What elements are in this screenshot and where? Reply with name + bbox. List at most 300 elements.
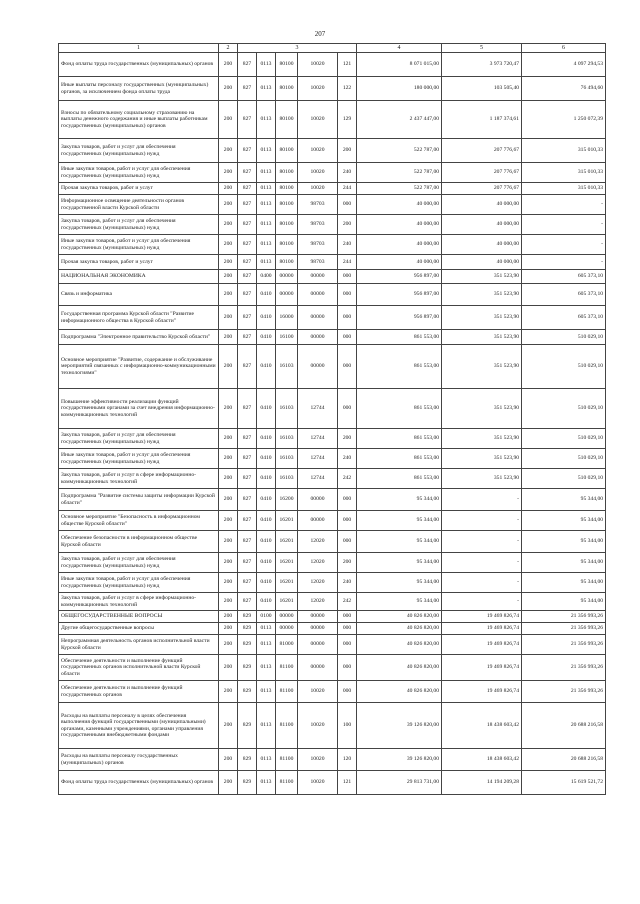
remaining-amount: - xyxy=(522,215,606,235)
section-code: 0410 xyxy=(257,330,276,345)
executed-amount: 1 187 374,61 xyxy=(442,101,522,139)
section-code: 0113 xyxy=(257,681,276,703)
ministry-code: 829 xyxy=(238,703,257,749)
planned-amount: 40 826 820,00 xyxy=(357,635,442,655)
section-code: 0113 xyxy=(257,771,276,795)
expense-type-code: 240 xyxy=(338,163,357,183)
col-2-code: 200 xyxy=(219,531,238,553)
table-row xyxy=(59,655,606,681)
planned-amount: 95 344,00 xyxy=(357,511,442,531)
table-row xyxy=(59,681,606,703)
table-row xyxy=(59,53,606,77)
table-row xyxy=(59,703,606,749)
col-2-code: 200 xyxy=(219,635,238,655)
row-name: Непрограммная деятельность органов исполнительной власти Курской области xyxy=(59,635,219,655)
expense-type-code: 000 xyxy=(338,330,357,345)
col-2-code: 200 xyxy=(219,77,238,101)
planned-amount: 40 000,00 xyxy=(357,195,442,215)
expense-type-code: 244 xyxy=(338,255,357,270)
ministry-code: 827 xyxy=(238,255,257,270)
expense-type-code: 240 xyxy=(338,235,357,255)
table-row xyxy=(59,469,606,489)
table-row xyxy=(59,330,606,345)
expense-type-code: 240 xyxy=(338,449,357,469)
program-code: 80100 xyxy=(276,215,298,235)
remaining-amount: 20 688 216,58 xyxy=(522,749,606,771)
planned-amount: 39 126 820,00 xyxy=(357,749,442,771)
col-2-code: 200 xyxy=(219,284,238,306)
expense-type-code: 121 xyxy=(338,53,357,77)
section-code: 0113 xyxy=(257,163,276,183)
expense-type-code: 122 xyxy=(338,77,357,101)
expense-type-code: 120 xyxy=(338,749,357,771)
section-code: 0113 xyxy=(257,235,276,255)
table-row xyxy=(59,771,606,795)
col-2-code: 200 xyxy=(219,306,238,330)
col-2-code: 200 xyxy=(219,611,238,623)
expense-type-code: 000 xyxy=(338,531,357,553)
section-code: 0410 xyxy=(257,389,276,429)
program-code: 80100 xyxy=(276,77,298,101)
ministry-code: 829 xyxy=(238,749,257,771)
target-code: 12020 xyxy=(298,531,338,553)
page-number: 207 xyxy=(314,30,326,38)
section-code: 0400 xyxy=(257,270,276,284)
table-row xyxy=(59,531,606,553)
table-row xyxy=(59,635,606,655)
table-row xyxy=(59,255,606,270)
table-row xyxy=(59,553,606,573)
expense-type-code: 000 xyxy=(338,284,357,306)
ministry-code: 827 xyxy=(238,593,257,611)
target-code: 10020 xyxy=(298,703,338,749)
row-name: Информационное освещение деятельности органов государственной власти Курской области xyxy=(59,195,219,215)
row-name: Закупка товаров, работ и услуг для обеспечения государственных (муниципальных) нужд xyxy=(59,215,219,235)
program-code: 81100 xyxy=(276,655,298,681)
row-name: Основное мероприятие "Безопасность в информационном обществе Курской области" xyxy=(59,511,219,531)
row-name: Прочая закупка товаров, работ и услуг xyxy=(59,183,219,195)
program-code: 81100 xyxy=(276,681,298,703)
remaining-amount: 15 619 521,72 xyxy=(522,771,606,795)
section-code: 0410 xyxy=(257,553,276,573)
planned-amount: 29 813 731,00 xyxy=(357,771,442,795)
target-code: 10020 xyxy=(298,771,338,795)
program-code: 16201 xyxy=(276,553,298,573)
ministry-code: 827 xyxy=(238,235,257,255)
program-code: 81100 xyxy=(276,749,298,771)
remaining-amount: 4 097 294,53 xyxy=(522,53,606,77)
row-name: Фонд оплаты труда государственных (муниципальных) органов xyxy=(59,771,219,795)
target-code: 98703 xyxy=(298,195,338,215)
planned-amount: 861 553,00 xyxy=(357,469,442,489)
remaining-amount: 510 029,10 xyxy=(522,469,606,489)
ministry-code: 827 xyxy=(238,469,257,489)
program-code: 80100 xyxy=(276,235,298,255)
expense-type-code: 000 xyxy=(338,623,357,635)
table-row xyxy=(59,235,606,255)
section-code: 0113 xyxy=(257,655,276,681)
section-code: 0410 xyxy=(257,573,276,593)
expense-type-code: 000 xyxy=(338,511,357,531)
row-name: ОБЩЕГОСУДАРСТВЕННЫЕ ВОПРОСЫ xyxy=(59,611,219,623)
row-name: Основное мероприятие "Развитие, содержание и обслуживание мероприятий связанных с информационно-коммуникационными технологиями" xyxy=(59,345,219,389)
executed-amount: 19 469 826,74 xyxy=(442,635,522,655)
ministry-code: 829 xyxy=(238,611,257,623)
remaining-amount: 21 356 993,26 xyxy=(522,655,606,681)
row-name: Закупка товаров, работ и услуг для обеспечения государственных (муниципальных) нужд xyxy=(59,553,219,573)
expense-type-code: 200 xyxy=(338,139,357,163)
col-2-code: 200 xyxy=(219,449,238,469)
section-code: 0113 xyxy=(257,101,276,139)
section-code: 0113 xyxy=(257,53,276,77)
expense-type-code: 244 xyxy=(338,183,357,195)
table-row xyxy=(59,195,606,215)
program-code: 81000 xyxy=(276,635,298,655)
row-name: Обеспечение деятельности и выполнение функций государственных органов исполнительной власти Курской области xyxy=(59,655,219,681)
row-name: Связь и информатика xyxy=(59,284,219,306)
section-code: 0113 xyxy=(257,183,276,195)
planned-amount: 180 000,00 xyxy=(357,77,442,101)
planned-amount: 956 897,00 xyxy=(357,306,442,330)
planned-amount: 861 553,00 xyxy=(357,389,442,429)
row-name: Обеспечение безопасности в информационном обществе Курской области xyxy=(59,531,219,553)
ministry-code: 827 xyxy=(238,389,257,429)
program-code: 16103 xyxy=(276,429,298,449)
ministry-code: 829 xyxy=(238,655,257,681)
section-code: 0410 xyxy=(257,284,276,306)
remaining-amount: 510 029,10 xyxy=(522,449,606,469)
col-2-code: 200 xyxy=(219,163,238,183)
executed-amount: - xyxy=(442,531,522,553)
program-code: 00000 xyxy=(276,623,298,635)
expense-type-code: 000 xyxy=(338,345,357,389)
target-code: 00000 xyxy=(298,330,338,345)
header-cell-4: 4 xyxy=(357,44,442,53)
row-name: Фонд оплаты труда государственных (муниципальных) органов xyxy=(59,53,219,77)
col-2-code: 200 xyxy=(219,215,238,235)
executed-amount: 3 973 720,47 xyxy=(442,53,522,77)
target-code: 00000 xyxy=(298,270,338,284)
planned-amount: 40 826 820,00 xyxy=(357,655,442,681)
section-code: 0410 xyxy=(257,306,276,330)
col-2-code: 200 xyxy=(219,655,238,681)
program-code: 16201 xyxy=(276,573,298,593)
planned-amount: 861 553,00 xyxy=(357,330,442,345)
ministry-code: 827 xyxy=(238,429,257,449)
expense-type-code: 121 xyxy=(338,771,357,795)
row-name: Подпрограмма "Развитие системы защиты информации Курской области" xyxy=(59,489,219,511)
ministry-code: 827 xyxy=(238,449,257,469)
col-2-code: 200 xyxy=(219,771,238,795)
expense-type-code: 000 xyxy=(338,635,357,655)
section-code: 0100 xyxy=(257,611,276,623)
program-code: 81100 xyxy=(276,771,298,795)
remaining-amount: 510 029,10 xyxy=(522,389,606,429)
executed-amount: 351 523,90 xyxy=(442,270,522,284)
row-name: Обеспечение деятельности и выполнение функций государственных органов xyxy=(59,681,219,703)
planned-amount: 956 897,00 xyxy=(357,270,442,284)
ministry-code: 827 xyxy=(238,573,257,593)
executed-amount: 207 776,67 xyxy=(442,139,522,163)
executed-amount: 351 523,90 xyxy=(442,306,522,330)
header-cell-6: 6 xyxy=(522,44,606,53)
target-code: 00000 xyxy=(298,345,338,389)
executed-amount: 351 523,90 xyxy=(442,389,522,429)
executed-amount: 207 776,67 xyxy=(442,163,522,183)
section-code: 0410 xyxy=(257,489,276,511)
planned-amount: 522 787,00 xyxy=(357,139,442,163)
row-name: Подпрограмма "Электронное правительство Курской области" xyxy=(59,330,219,345)
target-code: 12020 xyxy=(298,573,338,593)
target-code: 00000 xyxy=(298,611,338,623)
remaining-amount: - xyxy=(522,195,606,215)
section-code: 0113 xyxy=(257,635,276,655)
executed-amount: 19 469 826,74 xyxy=(442,681,522,703)
section-code: 0113 xyxy=(257,623,276,635)
remaining-amount: 510 029,10 xyxy=(522,330,606,345)
ministry-code: 827 xyxy=(238,553,257,573)
row-name: Закупка товаров, работ и услуг для обеспечения государственных (муниципальных) нужд xyxy=(59,429,219,449)
col-2-code: 200 xyxy=(219,330,238,345)
program-code: 80100 xyxy=(276,101,298,139)
target-code: 00000 xyxy=(298,284,338,306)
target-code: 98703 xyxy=(298,255,338,270)
row-name: Взносы по обязательному социальному страхованию на выплаты денежного содержания и иные выплаты работникам государственных (муниципальных) органов xyxy=(59,101,219,139)
table-row xyxy=(59,449,606,469)
ministry-code: 827 xyxy=(238,101,257,139)
row-name: Расходы на выплаты персоналу в целях обеспечения выполнения функций государственными (муниципальными) органами, казенными учреждениями, органами управления государственными внебюджетными фондами xyxy=(59,703,219,749)
target-code: 98703 xyxy=(298,215,338,235)
planned-amount: 95 344,00 xyxy=(357,553,442,573)
program-code: 16201 xyxy=(276,593,298,611)
row-name: НАЦИОНАЛЬНАЯ ЭКОНОМИКА xyxy=(59,270,219,284)
remaining-amount: 21 356 993,26 xyxy=(522,611,606,623)
remaining-amount: 95 344,00 xyxy=(522,573,606,593)
expense-type-code: 129 xyxy=(338,101,357,139)
col-2-code: 200 xyxy=(219,183,238,195)
planned-amount: 522 787,00 xyxy=(357,183,442,195)
remaining-amount: 95 344,00 xyxy=(522,511,606,531)
program-code: 16201 xyxy=(276,511,298,531)
planned-amount: 40 826 820,00 xyxy=(357,611,442,623)
col-2-code: 200 xyxy=(219,235,238,255)
col-2-code: 200 xyxy=(219,749,238,771)
remaining-amount: 95 344,00 xyxy=(522,489,606,511)
remaining-amount: 95 344,00 xyxy=(522,593,606,611)
program-code: 80100 xyxy=(276,53,298,77)
ministry-code: 827 xyxy=(238,53,257,77)
ministry-code: 827 xyxy=(238,489,257,511)
col-2-code: 200 xyxy=(219,623,238,635)
expense-type-code: 000 xyxy=(338,270,357,284)
table-row xyxy=(59,611,606,623)
ministry-code: 827 xyxy=(238,195,257,215)
executed-amount: - xyxy=(442,511,522,531)
expense-type-code: 200 xyxy=(338,215,357,235)
section-code: 0410 xyxy=(257,593,276,611)
target-code: 10020 xyxy=(298,183,338,195)
table-row xyxy=(59,306,606,330)
expense-type-code: 000 xyxy=(338,389,357,429)
executed-amount: 351 523,90 xyxy=(442,330,522,345)
col-2-code: 200 xyxy=(219,593,238,611)
table-row xyxy=(59,77,606,101)
target-code: 12744 xyxy=(298,469,338,489)
expense-type-code: 200 xyxy=(338,553,357,573)
table-row xyxy=(59,489,606,511)
expense-type-code: 000 xyxy=(338,681,357,703)
executed-amount: 40 000,00 xyxy=(442,235,522,255)
row-name: Другие общегосударственные вопросы xyxy=(59,623,219,635)
expense-type-code: 000 xyxy=(338,611,357,623)
section-code: 0410 xyxy=(257,449,276,469)
table-row xyxy=(59,215,606,235)
table-row xyxy=(59,183,606,195)
remaining-amount: 21 356 993,26 xyxy=(522,623,606,635)
program-code: 16103 xyxy=(276,389,298,429)
table-row xyxy=(59,284,606,306)
col-2-code: 200 xyxy=(219,489,238,511)
remaining-amount: 605 373,10 xyxy=(522,270,606,284)
planned-amount: 40 826 820,00 xyxy=(357,623,442,635)
table-row xyxy=(59,389,606,429)
table-row xyxy=(59,270,606,284)
program-code: 80100 xyxy=(276,195,298,215)
ministry-code: 829 xyxy=(238,681,257,703)
col-2-code: 200 xyxy=(219,573,238,593)
row-name: Закупка товаров, работ и услуг в сфере информационно-коммуникационных технологий xyxy=(59,469,219,489)
remaining-amount: - xyxy=(522,235,606,255)
target-code: 00000 xyxy=(298,511,338,531)
table-row xyxy=(59,429,606,449)
row-name: Повышение эффективности реализации функций государственными органами за счет внедрения информационно-коммуникационных технологий xyxy=(59,389,219,429)
program-code: 16100 xyxy=(276,330,298,345)
section-code: 0410 xyxy=(257,345,276,389)
table-row xyxy=(59,573,606,593)
remaining-amount: 1 250 072,39 xyxy=(522,101,606,139)
remaining-amount: 315 010,33 xyxy=(522,183,606,195)
section-code: 0113 xyxy=(257,749,276,771)
row-name: Иные закупки товаров, работ и услуг для обеспечения государственных (муниципальных) нужд xyxy=(59,163,219,183)
row-name: Иные выплаты персоналу государственных (муниципальных) органов, за исключением фонда оплаты труда xyxy=(59,77,219,101)
executed-amount: - xyxy=(442,489,522,511)
program-code: 81100 xyxy=(276,703,298,749)
planned-amount: 95 344,00 xyxy=(357,489,442,511)
remaining-amount: 95 344,00 xyxy=(522,553,606,573)
expense-type-code: 200 xyxy=(338,429,357,449)
planned-amount: 861 553,00 xyxy=(357,429,442,449)
section-code: 0113 xyxy=(257,139,276,163)
planned-amount: 95 344,00 xyxy=(357,593,442,611)
row-name: Государственная программа Курской области "Развитие информационного общества в Курской области" xyxy=(59,306,219,330)
row-name: Иные закупки товаров, работ и услуг для обеспечения государственных (муниципальных) нужд xyxy=(59,573,219,593)
target-code: 12020 xyxy=(298,593,338,611)
table-row xyxy=(59,163,606,183)
row-name: Иные закупки товаров, работ и услуг для обеспечения государственных (муниципальных) нужд xyxy=(59,235,219,255)
row-name: Прочая закупка товаров, работ и услуг xyxy=(59,255,219,270)
executed-amount: 14 194 209,28 xyxy=(442,771,522,795)
table-row xyxy=(59,623,606,635)
executed-amount: 351 523,90 xyxy=(442,284,522,306)
ministry-code: 827 xyxy=(238,215,257,235)
program-code: 00000 xyxy=(276,284,298,306)
section-code: 0113 xyxy=(257,703,276,749)
row-name: Закупка товаров, работ и услуг для обеспечения государственных (муниципальных) нужд xyxy=(59,139,219,163)
ministry-code: 827 xyxy=(238,306,257,330)
target-code: 10020 xyxy=(298,749,338,771)
ministry-code: 827 xyxy=(238,284,257,306)
executed-amount: 40 000,00 xyxy=(442,255,522,270)
program-code: 16103 xyxy=(276,469,298,489)
executed-amount: 18 438 603,42 xyxy=(442,703,522,749)
remaining-amount: 21 356 993,26 xyxy=(522,635,606,655)
target-code: 10020 xyxy=(298,163,338,183)
expense-type-code: 242 xyxy=(338,469,357,489)
section-code: 0113 xyxy=(257,77,276,101)
section-code: 0410 xyxy=(257,429,276,449)
header-cell-3: 3 xyxy=(238,44,357,53)
remaining-amount: 605 373,10 xyxy=(522,284,606,306)
target-code: 12744 xyxy=(298,449,338,469)
header-row xyxy=(59,44,606,53)
program-code: 16200 xyxy=(276,489,298,511)
program-code: 80100 xyxy=(276,139,298,163)
target-code: 12020 xyxy=(298,553,338,573)
row-name: Расходы на выплаты персоналу государственных (муниципальных) органов xyxy=(59,749,219,771)
program-code: 80100 xyxy=(276,255,298,270)
section-code: 0113 xyxy=(257,255,276,270)
budget-table xyxy=(58,43,606,795)
program-code: 00000 xyxy=(276,611,298,623)
table-row xyxy=(59,511,606,531)
remaining-amount: - xyxy=(522,255,606,270)
col-2-code: 200 xyxy=(219,469,238,489)
target-code: 10020 xyxy=(298,681,338,703)
target-code: 00000 xyxy=(298,489,338,511)
target-code: 10020 xyxy=(298,139,338,163)
remaining-amount: 510 029,10 xyxy=(522,345,606,389)
program-code: 80100 xyxy=(276,163,298,183)
table-row xyxy=(59,345,606,389)
target-code: 10020 xyxy=(298,77,338,101)
planned-amount: 40 000,00 xyxy=(357,255,442,270)
remaining-amount: 605 373,10 xyxy=(522,306,606,330)
ministry-code: 827 xyxy=(238,531,257,553)
ministry-code: 827 xyxy=(238,77,257,101)
table-row xyxy=(59,101,606,139)
ministry-code: 827 xyxy=(238,330,257,345)
target-code: 10020 xyxy=(298,101,338,139)
planned-amount: 8 071 015,00 xyxy=(357,53,442,77)
executed-amount: 207 776,67 xyxy=(442,183,522,195)
col-2-code: 200 xyxy=(219,270,238,284)
target-code: 00000 xyxy=(298,635,338,655)
planned-amount: 95 344,00 xyxy=(357,573,442,593)
col-2-code: 200 xyxy=(219,681,238,703)
expense-type-code: 000 xyxy=(338,489,357,511)
planned-amount: 956 897,00 xyxy=(357,284,442,306)
col-2-code: 200 xyxy=(219,53,238,77)
col-2-code: 200 xyxy=(219,553,238,573)
ministry-code: 827 xyxy=(238,270,257,284)
executed-amount: 351 523,90 xyxy=(442,469,522,489)
table-row xyxy=(59,749,606,771)
program-code: 16201 xyxy=(276,531,298,553)
col-2-code: 200 xyxy=(219,345,238,389)
executed-amount: - xyxy=(442,593,522,611)
executed-amount: 40 000,00 xyxy=(442,195,522,215)
expense-type-code: 000 xyxy=(338,306,357,330)
